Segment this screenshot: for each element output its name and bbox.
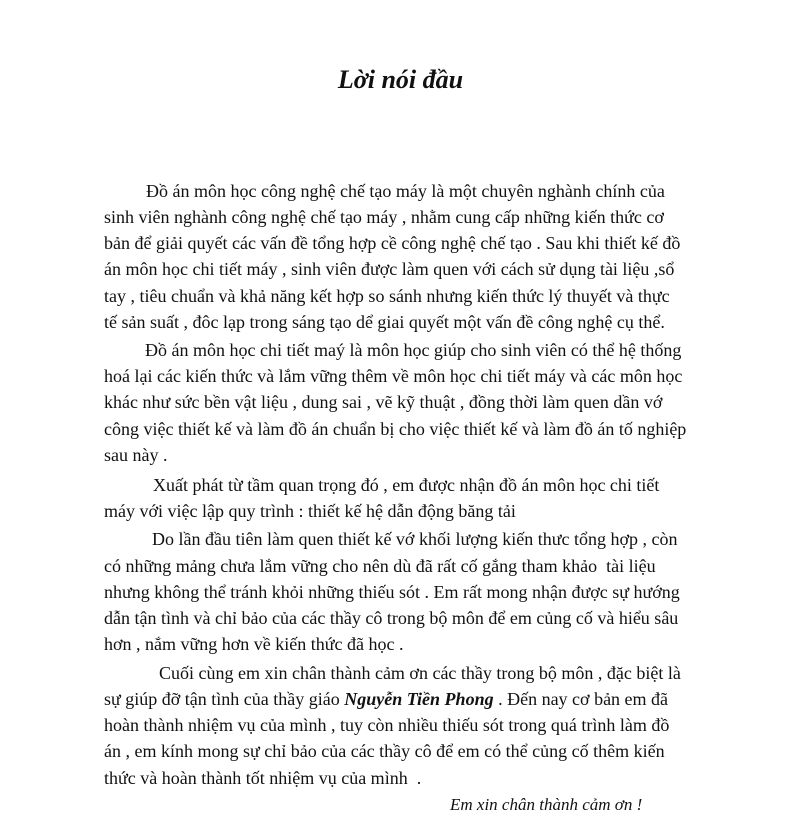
text-line: tay , tiêu chuẩn và khả năng kết hợp so sánh nhưng kiến thức lý thuyết và thực — [104, 286, 670, 306]
text-line: sinh viên nghành công nghệ chế tạo máy , nhằm cung cấp những kiến thức cơ — [104, 207, 664, 227]
text-segment: sự giúp đỡ tận tình của thầy giáo — [104, 689, 345, 709]
text-line: Đồ án môn học công nghệ chế tạo máy là một chuyên nghành chính của — [146, 181, 665, 201]
text-line: án , em kính mong sự chỉ bảo của các thầy cô để em có thể củng cố thêm kiến — [104, 741, 665, 761]
text-line: tế sản suất , đôc lạp trong sáng tạo dể giai quyết một vấn đề công nghệ cụ thể. — [104, 312, 665, 332]
text-line: hoàn thành nhiệm vụ của mình , tuy còn nhiều thiếu sót trong quá trình làm đồ — [104, 715, 670, 735]
text-line: hoá lại các kiến thức và lắm vững thêm về môn học chi tiết máy và các môn học — [104, 366, 683, 386]
text-line-with-name — [104, 686, 668, 712]
text-line: Cuối cùng em xin chân thành cảm ơn các thầy trong bộ môn , đặc biệt là — [159, 663, 681, 683]
text-line: nhưng không thể tránh khỏi những thiếu sót . Em rất mong nhận được sự hướng — [104, 582, 680, 602]
text-line: hơn , nắm vững hơn về kiến thức đã học . — [104, 634, 404, 654]
teacher-name: Nguyễn Tiền Phong — [344, 689, 494, 709]
text-line: án môn học chi tiết máy , sinh viên được làm quen với cách sử dụng tài liệu ,sổ — [104, 259, 675, 279]
page-title: Lời nói đầu — [337, 65, 464, 94]
text-line: Do lần đầu tiên làm quen thiết kế vớ khối lượng kiến thưc tổng hợp , còn — [152, 529, 678, 549]
text-line: Xuất phát từ tầm quan trọng đó , em được nhận đồ án môn học chi tiết — [153, 475, 660, 495]
text-line: công việc thiết kế và làm đồ án chuẩn bị cho việc thiết kế và làm đồ án tố nghiệp — [104, 419, 687, 439]
text-segment: . Đến nay cơ bản em đã — [493, 689, 669, 709]
closing-line: Em xin chân thành cảm ơn ! — [450, 795, 643, 814]
text-line: bản để giải quyết các vấn đề tổng hợp cề công nghệ chế tạo . Sau khi thiết kế đồ — [104, 233, 681, 253]
text-line: dẫn tận tình và chỉ bảo của các thầy cô trong bộ môn để em củng cố và hiểu sâu — [104, 608, 679, 628]
text-line: Đồ án môn học chi tiết maý là môn học giúp cho sinh viên có thể hệ thống — [145, 340, 682, 360]
text-line: khác như sức bền vật liệu , dung sai , vẽ kỹ thuật , đồng thời làm quen dần vớ — [104, 392, 663, 412]
text-line: thức và hoàn thành tốt nhiệm vụ của mình . — [104, 768, 422, 788]
text-line: máy với việc lập quy trình : thiết kế hệ dẫn động băng tải — [104, 501, 516, 521]
text-line: sau này . — [104, 445, 168, 465]
text-line: có những mảng chưa lắm vững cho nên dù đã rất cố gắng tham khảo tài liệu — [104, 556, 656, 576]
